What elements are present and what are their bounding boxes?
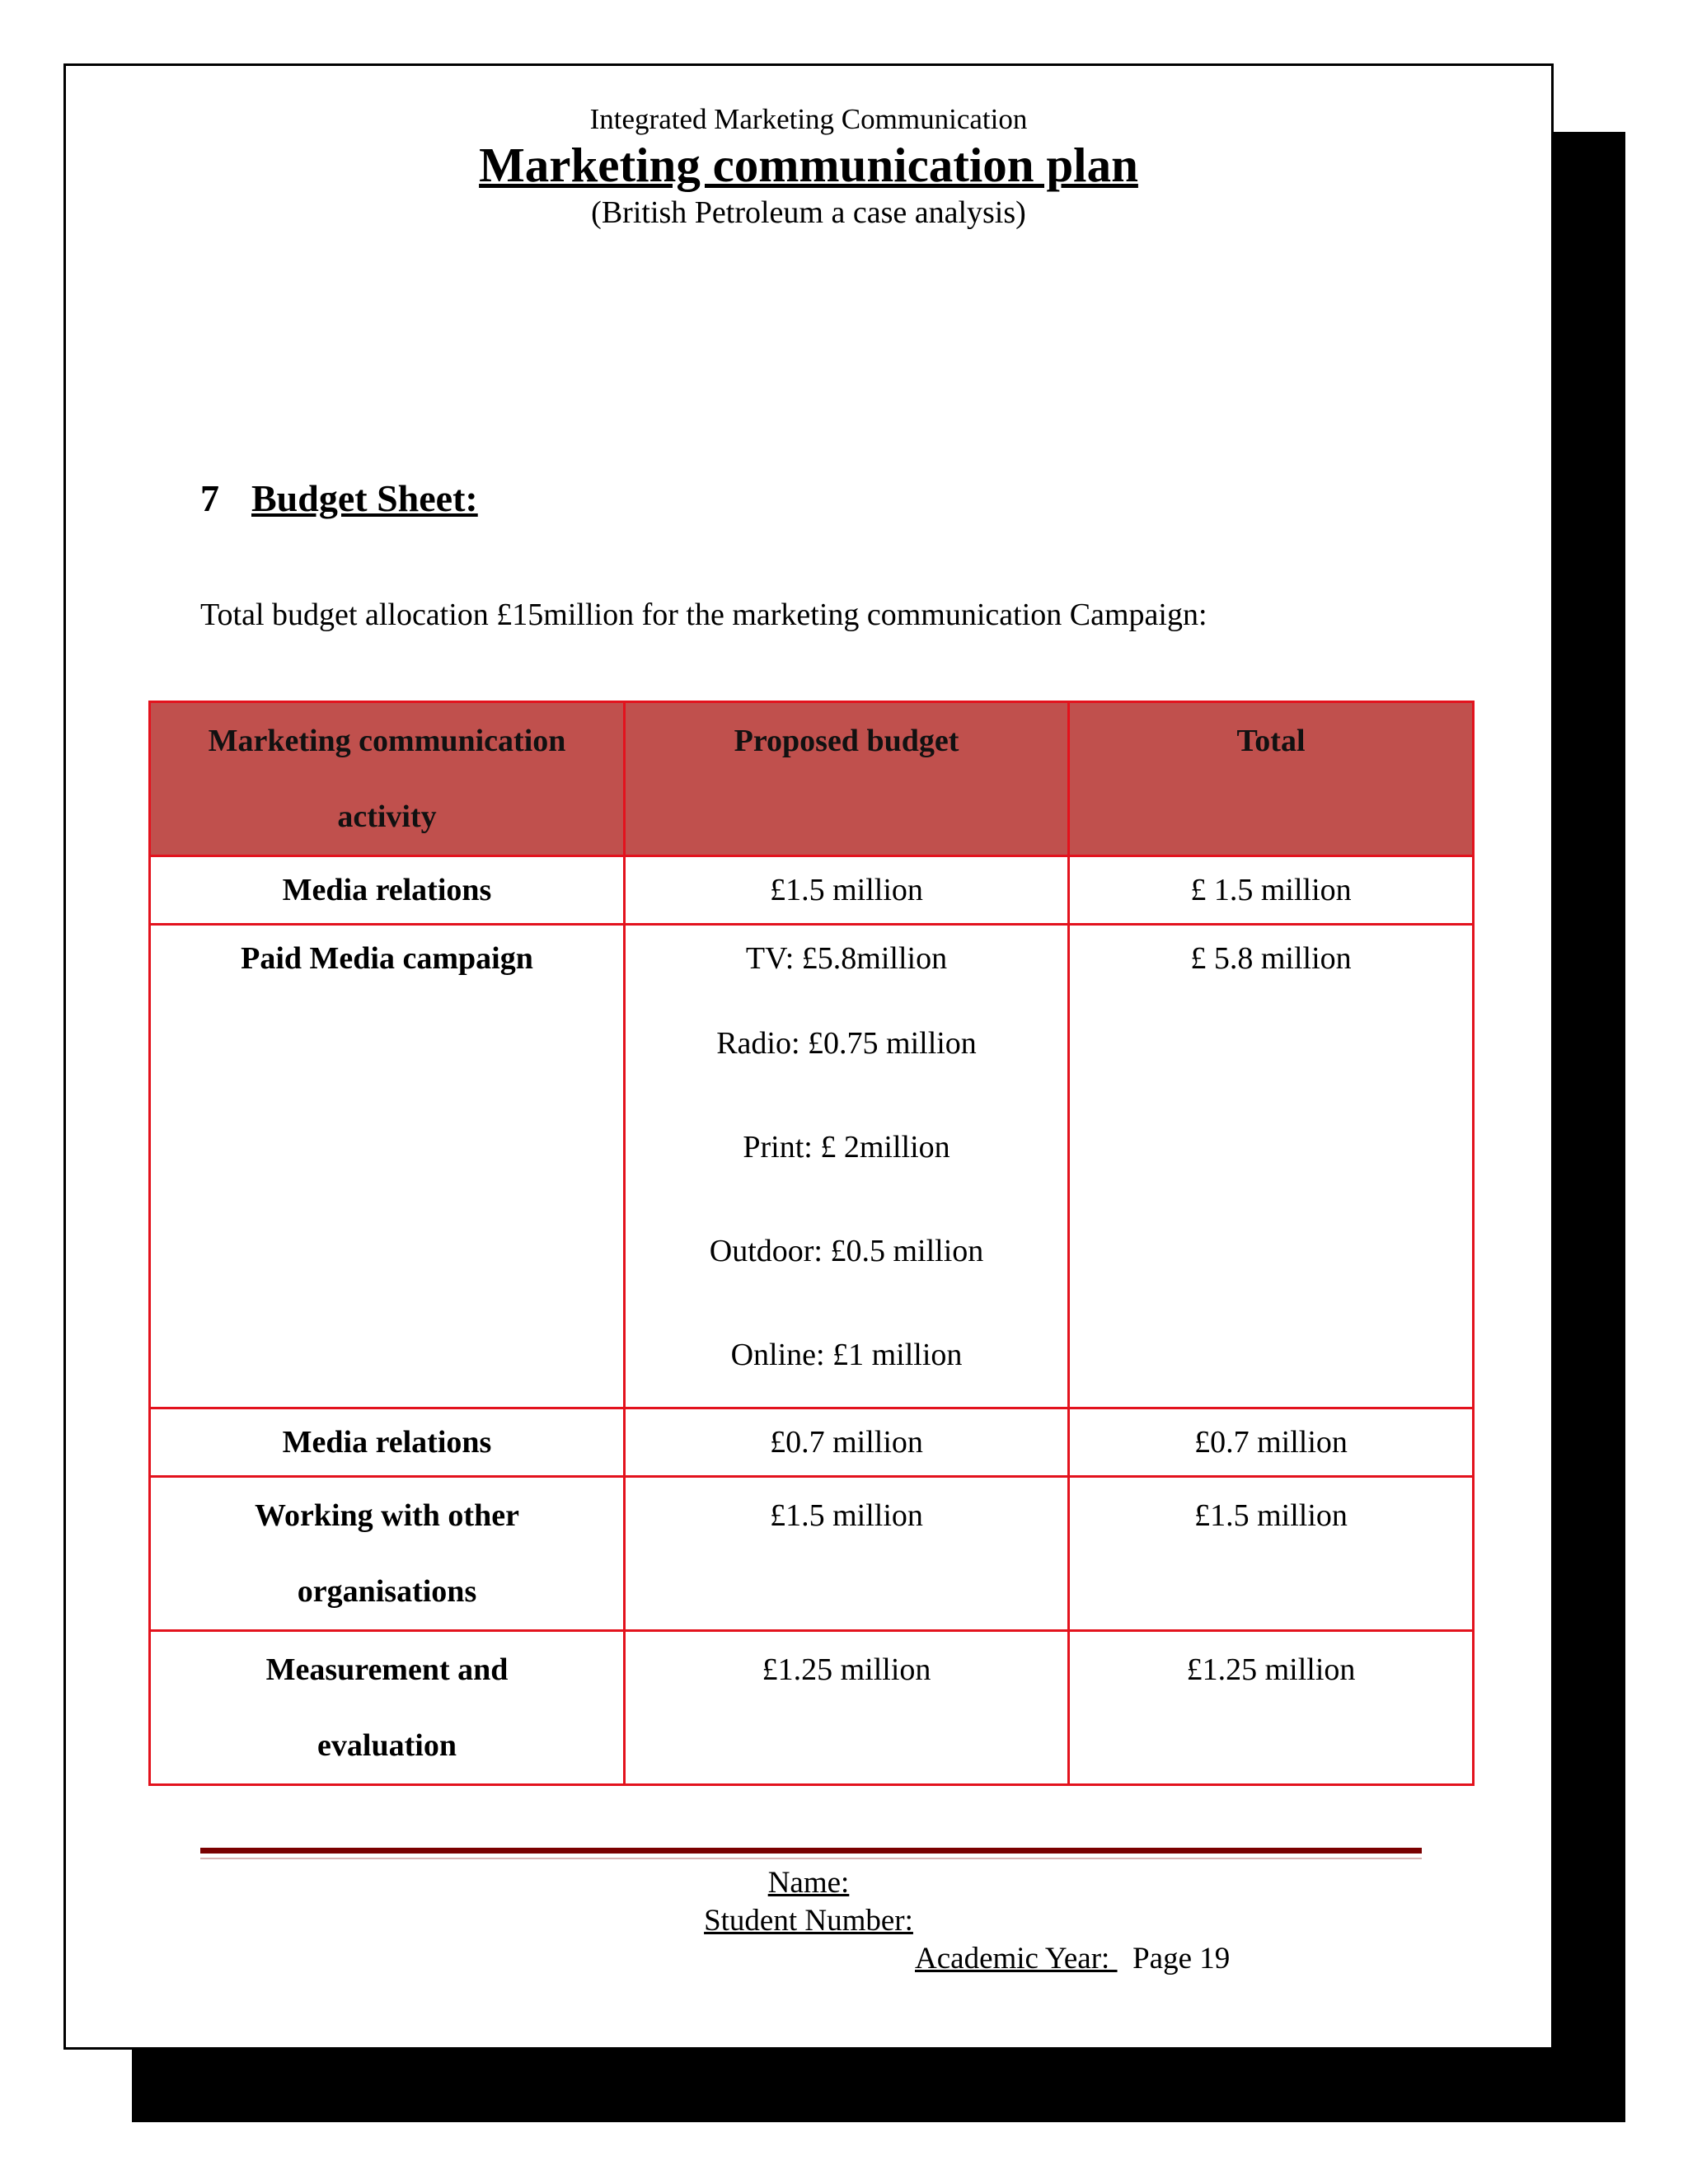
document-title-text: Marketing communication plan — [479, 138, 1138, 192]
activity-line2: organisations — [297, 1574, 477, 1609]
total-cell — [1069, 856, 1474, 925]
footer-student-label: Student Number: — [704, 1904, 913, 1938]
table-row — [150, 1408, 1474, 1477]
total-cell — [1069, 1477, 1474, 1631]
proposed-line: Outdoor: £0.5 million — [709, 1234, 984, 1268]
section-title: Budget Sheet: — [251, 477, 478, 519]
activity-cell — [150, 1408, 625, 1477]
table-header-row — [150, 702, 1474, 856]
proposed-text: £0.7 million — [770, 1425, 923, 1460]
document-page — [63, 63, 1554, 2050]
table-row — [150, 1477, 1474, 1631]
footer-name — [66, 1865, 1551, 1900]
proposed-line: Radio: £0.75 million — [716, 1026, 977, 1061]
header-proposed — [625, 702, 1069, 856]
total-text: £ 5.8 million — [1190, 941, 1352, 976]
intro-paragraph: Total budget allocation £15million for the marketing communication Campaign: — [200, 598, 1207, 632]
proposed-line: Print: £ 2million — [743, 1130, 950, 1165]
proposed-cell — [625, 856, 1069, 925]
activity-cell — [150, 856, 625, 925]
activity-line2: evaluation — [317, 1728, 457, 1763]
page-number: Page 19 — [1132, 1942, 1231, 1975]
budget-table — [148, 701, 1475, 1786]
section-heading — [200, 476, 478, 520]
proposed-cell — [625, 1631, 1069, 1785]
table-row — [150, 856, 1474, 925]
activity-cell — [150, 1631, 625, 1785]
activity-cell — [150, 1477, 625, 1631]
footer-name-label: Name: — [767, 1866, 850, 1900]
activity-line1: Working with other — [255, 1498, 519, 1533]
header-activity — [150, 702, 625, 856]
total-cell — [1069, 1631, 1474, 1785]
proposed-cell — [625, 1408, 1069, 1477]
table-row — [150, 1631, 1474, 1785]
proposed-cell — [625, 925, 1069, 1408]
total-text: £ 1.5 million — [1190, 873, 1352, 907]
proposed-text: £1.5 million — [770, 1498, 923, 1533]
table-row — [150, 925, 1474, 1408]
total-text: £0.7 million — [1194, 1425, 1348, 1460]
activity-line1: Measurement and — [265, 1652, 509, 1687]
header-activity-line2: activity — [337, 799, 437, 834]
header-total — [1069, 702, 1474, 856]
activity-cell — [150, 925, 625, 1408]
section-number: 7 — [200, 477, 219, 519]
document-subtitle: (British Petroleum a case analysis) — [591, 195, 1026, 230]
footer-divider — [200, 1848, 1422, 1854]
proposed-text: £1.5 million — [770, 873, 923, 907]
proposed-cell — [625, 1477, 1069, 1631]
total-cell — [1069, 1408, 1474, 1477]
header-proposed-label: Proposed budget — [734, 724, 959, 758]
proposed-text: £1.25 million — [762, 1652, 931, 1687]
total-text: £1.25 million — [1186, 1652, 1356, 1687]
footer-academic-year — [915, 1941, 1230, 1976]
document-title — [66, 137, 1551, 194]
activity-text: Media relations — [282, 873, 492, 907]
header-total-label: Total — [1236, 724, 1306, 758]
header-subject: Integrated Marketing Communication — [589, 103, 1028, 135]
activity-text: Paid Media campaign — [241, 941, 533, 976]
proposed-line: Online: £1 million — [730, 1338, 963, 1372]
footer-academic-label: Academic Year: — [915, 1942, 1118, 1975]
footer-student-number — [66, 1903, 1551, 1938]
total-cell — [1069, 925, 1474, 1408]
footer-divider-thin — [200, 1858, 1422, 1859]
header-activity-line1: Marketing communication — [208, 724, 566, 758]
total-text: £1.5 million — [1194, 1498, 1348, 1533]
proposed-line: TV: £5.8million — [745, 941, 948, 976]
activity-text: Media relations — [282, 1425, 492, 1460]
